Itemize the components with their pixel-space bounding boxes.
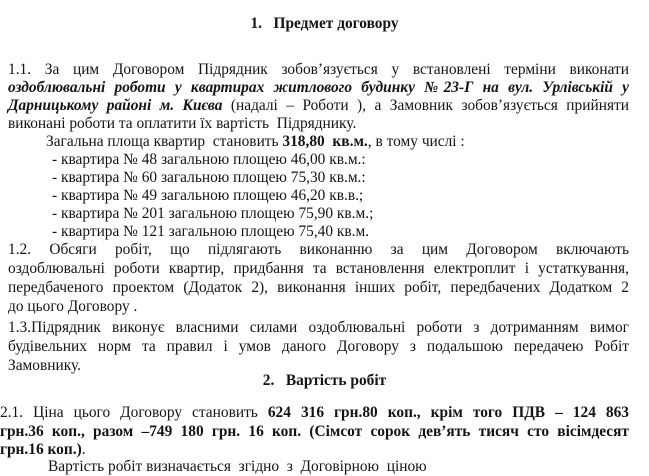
total-area-label: Загальна площа квартир становить: [46, 133, 283, 150]
price-words-end: грн.16 коп.): [0, 441, 82, 458]
total-area-value: 318,80 кв.м.: [282, 133, 368, 150]
clause-1-2-line-2: оздоблювальні роботи квартир, придбання та встановлення електроплит і устаткування,: [8, 260, 629, 277]
clause-1-1-line-1: 1.1. За цим Договором Підрядник зобов’язується у встановлені терміни виконати: [8, 61, 629, 78]
clause-1-3-line-2: будівельних норм та правил і умов даного Договору з подальшою передачею Робіт: [8, 338, 629, 355]
price-amount: 624 316 грн.80 коп., крім того ПДВ – 124 863: [267, 404, 629, 421]
clause-1-3-line-3: Замовнику.: [8, 357, 81, 374]
apartment-item: - квартира № 60 загальною площею 75,30 кв.м.:: [52, 169, 366, 186]
total-area-line: [46, 133, 465, 151]
cutoff-line-wrapper: [0, 457, 649, 475]
clause-1-2-line-3: передбаченого проектом (Додаток 2), виконання інших робіт, передбачених Додатком 2: [8, 279, 629, 296]
clause-1-1-line-4: виконані роботи та оплатити їх вартість Підряднику.: [8, 115, 357, 132]
clause-1-2-line-4: до цього Договору .: [8, 298, 138, 315]
apartment-item: - квартира № 121 загальною площею 75,40 кв.м.: [52, 223, 370, 240]
cutoff-line: Вартість робіт визначається згідно з Договірною ціною: [48, 458, 427, 475]
clause-1-1-line-2: оздоблювальні роботи у квартирах житлового будинку №23-Г на вул. Урлівській у: [8, 79, 629, 96]
section-2-heading: 2. Вартість робіт: [262, 372, 387, 389]
apartment-item: - квартира № 201 загальною площею 75,90 кв.м.;: [52, 205, 374, 222]
price-total: грн.36 коп., разом –749 180 грн. 16 коп. (Сімсот сорок дев’ять тисяч сто вісімдесят: [0, 423, 629, 440]
clause-1-1-line-3: [8, 97, 629, 115]
apartment-item: - квартира № 49 загальною площею 46,20 кв.в.;: [52, 187, 364, 204]
apartment-item: - квартира № 48 загальною площею 46,00 кв.м.:: [52, 151, 366, 168]
clause-1-3-line-1: 1.3.Підрядник виконує власними силами оздоблювальні роботи з дотриманням вимог: [8, 319, 629, 336]
price-label: 2.1. Ціна цього Договору становить: [0, 404, 268, 421]
clause-1-1-line-3-rest: (надалі – Роботи ), а Замовник зобов’язується прийняти: [222, 97, 629, 114]
clause-1-2-line-1: 1.2. Обсяги робіт, що підлягають виконанню за цим Договором включають: [8, 241, 629, 258]
clause-2-1-line-1: [0, 404, 629, 422]
section-1-heading: 1. Предмет договору: [250, 15, 399, 32]
total-area-suffix: , в тому числі :: [367, 133, 465, 150]
clause-2-1-line-2: [0, 423, 629, 441]
price-period: .: [81, 441, 86, 458]
district-name: Дарницькому районі м. Києва: [8, 97, 223, 114]
